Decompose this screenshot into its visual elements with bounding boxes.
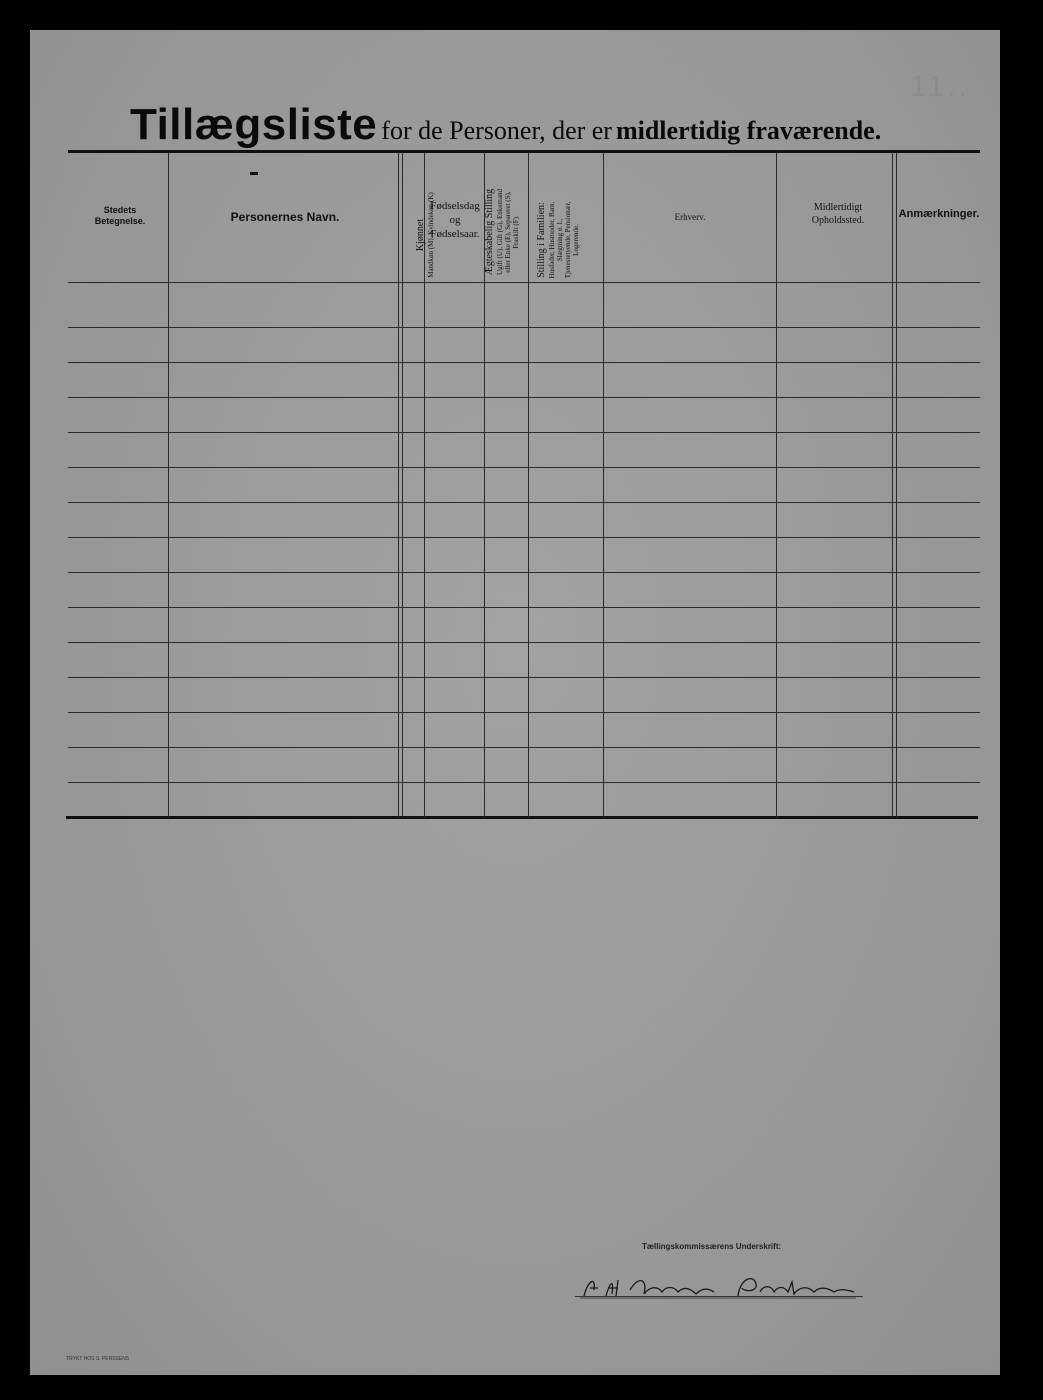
header-aegteskabelig-sub3: Fraskilt (F). bbox=[511, 215, 520, 249]
header-aegteskabelig bbox=[484, 182, 528, 282]
table-bottom-border bbox=[66, 816, 978, 819]
header-stilling-title: Stilling i Familien: bbox=[536, 202, 547, 278]
column-divider bbox=[603, 153, 604, 817]
header-navn: Personernes Navn. bbox=[230, 210, 340, 224]
row-line bbox=[68, 537, 980, 538]
header-divider bbox=[68, 282, 980, 283]
header-kjonnet-sub: Mandkøn (M). Kvindekøn (K) bbox=[426, 192, 435, 278]
column-divider bbox=[892, 153, 897, 817]
form-table bbox=[30, 30, 1000, 1375]
row-line bbox=[68, 747, 980, 748]
column-divider bbox=[168, 153, 169, 817]
row-line bbox=[68, 677, 980, 678]
row-line bbox=[68, 782, 980, 783]
corner-annotation: 11.. bbox=[910, 70, 970, 103]
row-line bbox=[68, 642, 980, 643]
printer-imprint: TRYKT HOS S. PERSSENS bbox=[66, 1356, 130, 1362]
header-aegteskabelig-sub1: Ugift (U), Gift (G), Enkemand bbox=[495, 189, 504, 275]
header-stilling-sub2: Slægtning o. l., bbox=[555, 218, 564, 262]
row-line bbox=[68, 607, 980, 608]
header-aegteskabelig-sub2: eller Enke (E), Separeret (S), bbox=[503, 191, 512, 273]
header-fodselsdag: Fødselsdag og Fødselsaar. bbox=[430, 200, 480, 240]
row-line bbox=[68, 467, 980, 468]
column-divider bbox=[398, 153, 403, 817]
ink-mark bbox=[250, 172, 258, 175]
title-main: Tillægsliste bbox=[130, 100, 378, 149]
title-emphasis: midlertidig fraværende. bbox=[615, 116, 882, 145]
header-stedets: Stedets Betegnelse. bbox=[94, 205, 146, 227]
header-aegteskabelig-title: Ægteskabelig Stilling bbox=[484, 188, 495, 276]
header-stilling-sub4: Logerende. bbox=[571, 224, 580, 256]
header-opholdssted: Midlertidigt Opholdssted. bbox=[811, 202, 865, 226]
row-line bbox=[68, 502, 980, 503]
row-line bbox=[68, 432, 980, 433]
header-anmaerkninger: Anmærkninger. bbox=[898, 208, 980, 220]
header-stilling-sub1: Husfader, Husmoder, Barn, bbox=[547, 201, 556, 279]
column-divider bbox=[528, 153, 529, 817]
title-subtitle: for de Personer, der er bbox=[381, 116, 612, 145]
table-top-border bbox=[68, 150, 980, 153]
signature-label: Tællingskommissærens Underskrift: bbox=[642, 1242, 782, 1251]
header-stilling bbox=[536, 190, 596, 290]
header-kjonnet-title: Kjønnet bbox=[415, 218, 426, 252]
row-line bbox=[68, 397, 980, 398]
census-form-page bbox=[30, 30, 1000, 1375]
signature-line bbox=[575, 1296, 863, 1297]
row-line bbox=[68, 712, 980, 713]
handwritten-signature bbox=[578, 1268, 858, 1304]
header-erhverv: Erhverv. bbox=[674, 212, 706, 222]
row-line bbox=[68, 327, 980, 328]
row-line bbox=[68, 572, 980, 573]
column-divider bbox=[776, 153, 777, 817]
header-stilling-sub3: Tjenestetyende, Pensionær, bbox=[563, 201, 572, 279]
row-line bbox=[68, 362, 980, 363]
